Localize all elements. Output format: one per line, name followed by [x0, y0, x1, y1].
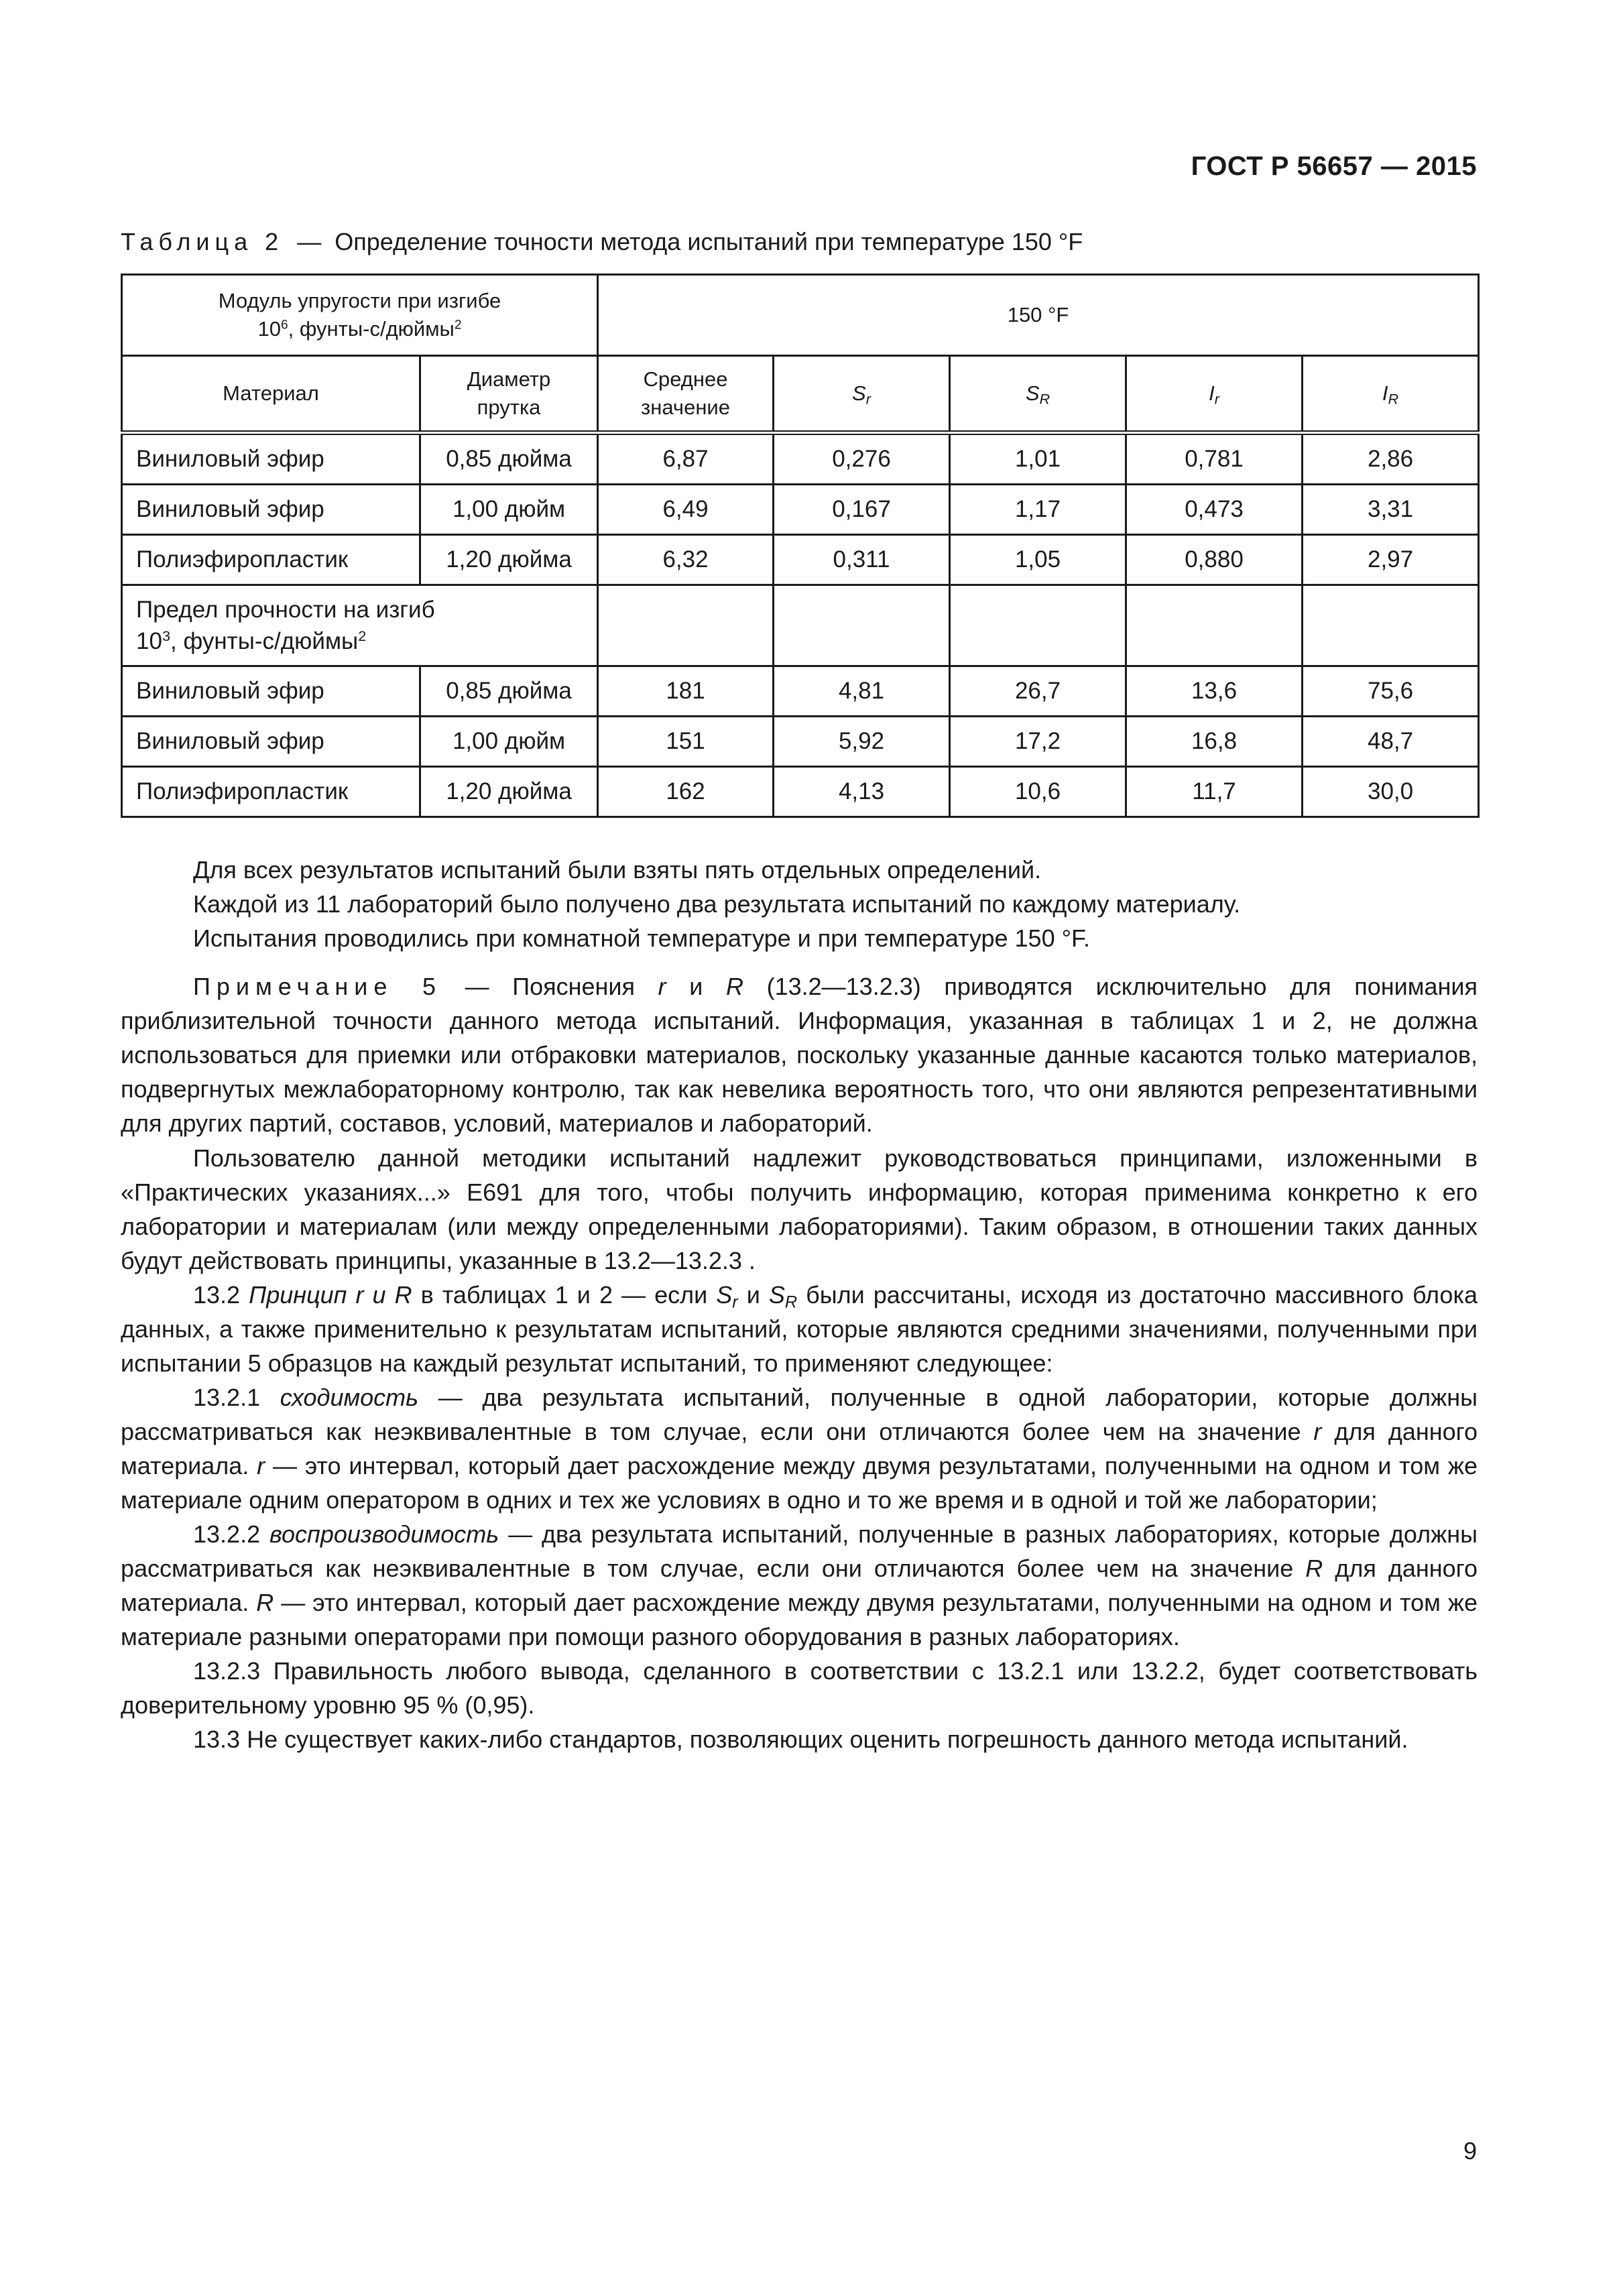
cell-diameter: 0,85 дюйма [420, 666, 598, 717]
cell-material: Виниловый эфир [122, 433, 420, 485]
s13-2-text-1: в таблицах 1 и 2 — если [412, 1281, 717, 1309]
col-IR-base: I [1382, 381, 1388, 406]
empty-cell [1303, 585, 1479, 666]
note5-r: r [658, 973, 666, 1000]
section-13-3: 13.3 Не существует каких-либо стандартов, позволяющих оценить погрешность данного метода испытаний. [193, 1726, 1408, 1753]
s13-2-2-R2: R [256, 1589, 274, 1616]
section-13-2 [121, 1278, 1478, 1380]
table-row [122, 535, 1479, 585]
col-mean-header: Среднее значение [598, 356, 774, 433]
col-sr-sub: r [865, 390, 871, 408]
col-ir-base: I [1209, 381, 1215, 406]
note-line-1: Для всех результатов испытаний были взяты пять отдельных определений. [193, 856, 1042, 884]
cell-material: Виниловый эфир [122, 666, 420, 717]
col-ir-header [1126, 356, 1303, 433]
table-notes [121, 853, 1478, 955]
s13-2-1-text-2: для данного материала. [121, 1418, 1478, 1479]
s13-2-1-num: 13.2.1 [193, 1384, 280, 1411]
cell-SR: 10,6 [950, 767, 1126, 817]
section2-title-exp: 3 [162, 627, 170, 645]
empty-cell [950, 585, 1126, 666]
cell-ir: 13,6 [1126, 666, 1303, 717]
table-row [122, 767, 1479, 817]
note-line-3: Испытания проводились при комнатной температуре и при температуре 150 °F. [193, 924, 1090, 952]
s13-2-text-2: были рассчитаны, исходя из достаточно массивного блока данных, а также применительно к результатам испытаний, которые являются средними значениями, полученными при испытании 5 образцов на каждый результат испытаний, то применяют следующее: [121, 1281, 1478, 1377]
col-sr-header [774, 356, 950, 433]
s13-2-2-R: R [1305, 1555, 1323, 1582]
empty-cell [598, 585, 774, 666]
section1-title-units-exp: 2 [454, 318, 462, 333]
section-13-2-3: 13.2.3 Правильность любого вывода, сделанного в соответствии с 13.2.1 или 13.2.2, будет соответствовать доверительному уровню 95 % (0,95). [121, 1657, 1478, 1719]
s13-2-2-num: 13.2.2 [193, 1520, 269, 1548]
cell-diameter: 1,00 дюйм [420, 485, 598, 535]
s13-2-2-text-2: для данного материала. [121, 1555, 1478, 1616]
cell-sr: 0,276 [774, 433, 950, 485]
cell-mean: 6,87 [598, 433, 774, 485]
note-5 [121, 969, 1478, 1140]
cell-SR: 26,7 [950, 666, 1126, 717]
table-caption-label: Таблица 2 [121, 228, 284, 255]
s13-2-1-term: сходимость [280, 1384, 419, 1411]
cell-ir: 11,7 [1126, 767, 1303, 817]
table-row [122, 717, 1479, 767]
table-caption [121, 228, 1083, 256]
s13-2-2-text-1: — два результата испытаний, полученные в разных лабораториях, которые должны рассматриваться как неэквивалентные в том случае, если они отличаются более чем на значение [121, 1520, 1478, 1582]
section1-title-line1: Модуль упругости при изгибе [218, 289, 501, 313]
note5-label: Примечание 5 [193, 973, 442, 1000]
table-header-row-2 [122, 356, 1479, 433]
cell-ir: 0,781 [1126, 433, 1303, 485]
cell-sr: 4,81 [774, 666, 950, 717]
col-ir-sub: r [1214, 390, 1219, 408]
section2-title-cell [122, 585, 598, 666]
s13-2-2-text-3: — это интервал, который дает расхождение между двумя результатами, полученными на одном и том же материале разными операторами при помощи разного оборудования в разных лабораториях. [121, 1589, 1478, 1650]
section-13-2-1 [121, 1380, 1478, 1517]
cell-SR: 1,17 [950, 485, 1126, 535]
cell-sr: 5,92 [774, 717, 950, 767]
s13-2-2-term: воспроизводимость [269, 1520, 499, 1548]
s13-2-and: и [737, 1281, 769, 1309]
section1-title-cell [122, 275, 598, 356]
section2-title-units-exp: 2 [358, 627, 367, 645]
col-SR-base: S [1025, 381, 1040, 406]
table-header-row-1 [122, 275, 1479, 356]
s13-2-S: S [716, 1281, 733, 1309]
s13-2-1-r: r [1313, 1418, 1322, 1445]
section1-title-base: 10 [257, 317, 281, 341]
body-text [121, 1141, 1478, 1756]
s13-2-title: Принцип r и R [249, 1281, 412, 1309]
s13-2-1-text-3: — это интервал, который дает расхождение между двумя результатами, полученными на одном и том же материале одним оператором в одних и тех же условиях в одно и то же время и в одной и той же лаборатории; [121, 1452, 1478, 1514]
cell-diameter: 1,00 дюйм [420, 717, 598, 767]
cell-SR: 1,05 [950, 535, 1126, 585]
cell-mean: 162 [598, 767, 774, 817]
note5-and: и [666, 973, 726, 1000]
cell-material: Виниловый эфир [122, 717, 420, 767]
document-code: ГОСТ Р 56657 — 2015 [1191, 152, 1477, 181]
cell-IR: 48,7 [1303, 717, 1479, 767]
s13-2-R: R [784, 1292, 798, 1312]
cell-diameter: 1,20 дюйма [420, 535, 598, 585]
note5-R: R [725, 973, 743, 1000]
para-users: Пользователю данной методики испытаний надлежит руководствоваться принципами, изложенными в «Практических указаниях...» E691 для того, чтобы получить информацию, которая применима конкретно к его лаборатории и материалам (или между определенными лабораториями). Таким образом, в отношении таких данных будут действовать принципы, указанные в 13.2—13.2.3 . [121, 1144, 1478, 1274]
col-IR-sub: R [1388, 390, 1399, 408]
s13-2-1-text-1: — два результата испытаний, полученные в одной лаборатории, которые должны рассматриваться как неэквивалентные в том случае, если они отличаются более чем на значение [121, 1384, 1478, 1445]
cell-IR: 2,97 [1303, 535, 1479, 585]
cell-mean: 151 [598, 717, 774, 767]
table-caption-text: Определение точности метода испытаний при температуре 150 °F [335, 228, 1083, 255]
cell-mean: 181 [598, 666, 774, 717]
cell-SR: 1,01 [950, 433, 1126, 485]
s13-2-num: 13.2 [193, 1281, 249, 1309]
cell-SR: 17,2 [950, 717, 1126, 767]
section1-title-exp: 6 [280, 318, 288, 333]
section2-title-row [122, 585, 1479, 666]
table-row [122, 433, 1479, 485]
cell-sr: 4,13 [774, 767, 950, 817]
s13-2-r: r [732, 1292, 738, 1312]
table-row [122, 666, 1479, 717]
empty-cell [774, 585, 950, 666]
table-row [122, 485, 1479, 535]
col-sr-base: S [852, 381, 866, 406]
cell-IR: 2,86 [1303, 433, 1479, 485]
note-line-2: Каждой из 11 лабораторий было получено два результата испытаний по каждому материалу. [193, 890, 1241, 918]
col-IR-header [1303, 356, 1479, 433]
cell-diameter: 1,20 дюйма [420, 767, 598, 817]
col-SR-header [950, 356, 1126, 433]
cell-sr: 0,311 [774, 535, 950, 585]
cell-IR: 3,31 [1303, 485, 1479, 535]
cell-IR: 30,0 [1303, 767, 1479, 817]
cell-diameter: 0,85 дюйма [420, 433, 598, 485]
cell-mean: 6,32 [598, 535, 774, 585]
section-13-2-2 [121, 1517, 1478, 1654]
section2-title-units: , фунты-с/дюймы [170, 628, 359, 654]
cell-ir: 0,473 [1126, 485, 1303, 535]
cell-material: Полиэфиропластик [122, 767, 420, 817]
empty-cell [1126, 585, 1303, 666]
s13-2-S2: S [768, 1281, 785, 1309]
note5-dash: — [442, 973, 513, 1000]
cell-ir: 16,8 [1126, 717, 1303, 767]
cell-material: Полиэфиропластик [122, 535, 420, 585]
cell-IR: 75,6 [1303, 666, 1479, 717]
cell-mean: 6,49 [598, 485, 774, 535]
table-caption-dash: — [297, 228, 322, 255]
col-diameter-header: Диаметр прутка [420, 356, 598, 433]
precision-table [121, 274, 1480, 818]
col-SR-sub: R [1039, 390, 1050, 408]
note5-text-2: (13.2—13.2.3) приводятся исключительно для понимания приблизительной точности данного метода испытаний. Информация, указанная в таблицах 1 и 2, не должна использоваться для приемки или отбраковки материалов, поскольку указанные данные касаются только материалов, подвергнутых межлабораторному контролю, так как невелика вероятность того, что они являются репрезентативными для других партий, составов, условий, материалов и лабораторий. [121, 973, 1478, 1137]
section2-title-line1: Предел прочности на изгиб [136, 596, 435, 623]
section1-title-units: , фунты-с/дюймы [288, 317, 455, 341]
page-number: 9 [1463, 2137, 1477, 2165]
s13-2-1-r2: r [257, 1452, 265, 1479]
section2-title-base: 10 [136, 628, 162, 654]
cell-material: Виниловый эфир [122, 485, 420, 535]
cell-sr: 0,167 [774, 485, 950, 535]
note5-text-1: Пояснения [512, 973, 658, 1000]
cell-ir: 0,880 [1126, 535, 1303, 585]
col-material-header: Материал [122, 356, 420, 433]
temperature-header: 150 °F [598, 275, 1479, 356]
